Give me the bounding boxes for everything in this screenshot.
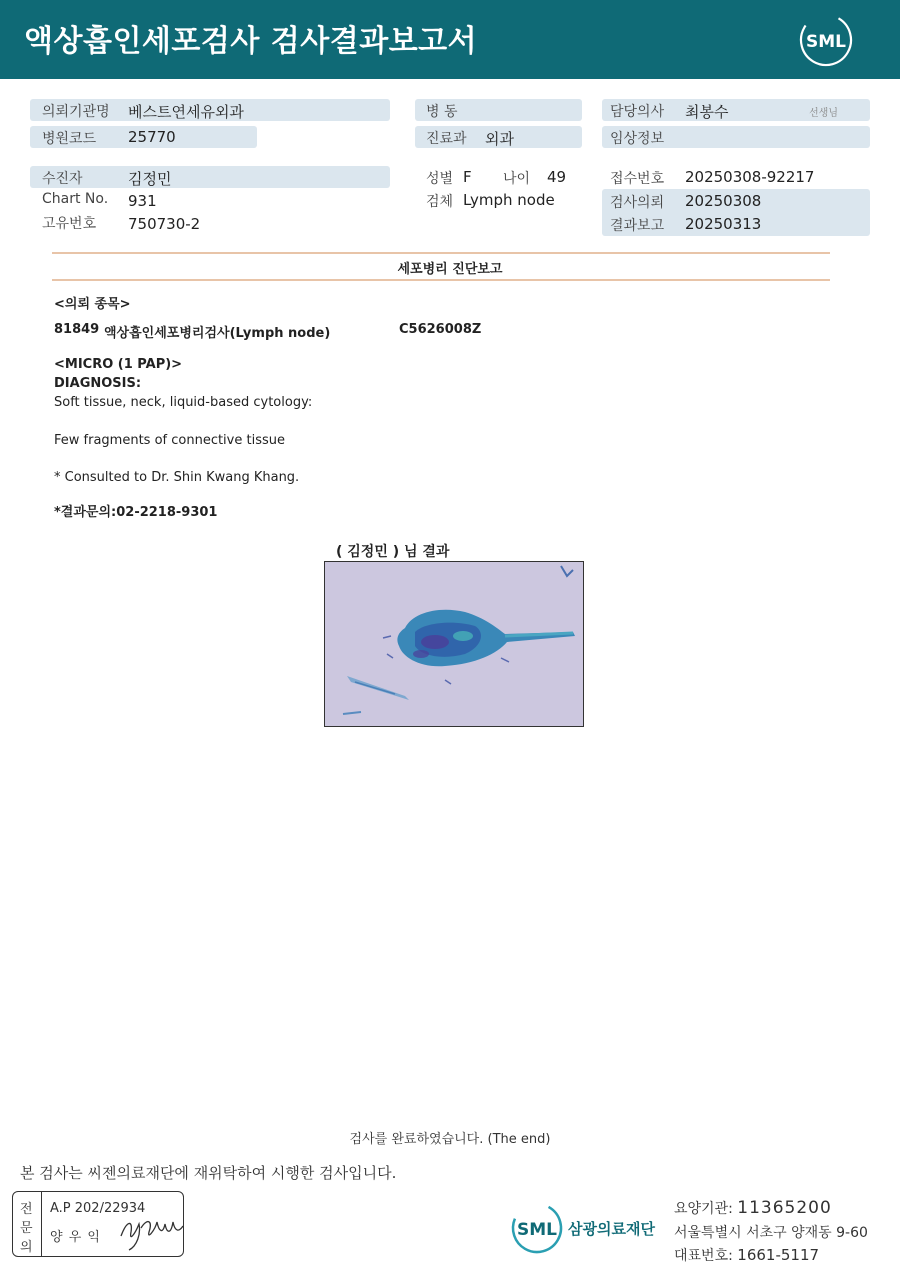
request-value: 20250308 (685, 192, 762, 210)
micro-header: <MICRO (1 PAP)> (54, 357, 183, 372)
signature-icon (117, 1206, 187, 1252)
receipt-value: 20250308-92217 (685, 168, 815, 186)
phone-label: 대표번호: (674, 1248, 733, 1264)
id-label: 고유번호 (42, 216, 97, 232)
order-id: C5626008Z (399, 322, 482, 337)
care-code-label: 요양기관: (674, 1201, 733, 1217)
request-label: 검사의뢰 (610, 195, 665, 211)
stamp-char-2: 문 (20, 1221, 33, 1236)
order-header: <의뢰 종목> (54, 297, 131, 312)
report-title: 액상흡인세포검사 검사결과보고서 (24, 24, 478, 59)
stamp-name: 양 우 익 (50, 1230, 101, 1245)
stamp-char-3: 의 (20, 1240, 33, 1255)
age-label: 나이 (503, 171, 531, 187)
foundation-name: 삼광의료재단 (568, 1220, 655, 1238)
chart-value: 931 (128, 192, 157, 210)
section-title: 세포병리 진단보고 (397, 262, 503, 277)
phone-value: 1661-5117 (737, 1246, 820, 1264)
sex-value: F (463, 168, 472, 186)
diagnosis-label: DIAGNOSIS: (54, 376, 142, 391)
report-date-value: 20250313 (685, 215, 762, 233)
dept-value: 외과 (485, 130, 514, 148)
stamp-char-1: 전 (20, 1202, 33, 1217)
address: 서울특별시 서초구 양재동 9-60 (674, 1225, 868, 1241)
doctor-label: 담당의사 (610, 104, 665, 120)
receipt-label: 접수번호 (610, 171, 665, 187)
pathologist-stamp (12, 1191, 184, 1257)
phone-line (674, 1245, 819, 1265)
foundation-logo-text: SML (517, 1220, 557, 1240)
consign-note: 본 검사는 씨젠의료재단에 재위탁하여 시행한 검사입니다. (20, 1164, 397, 1182)
diagnosis-site: Soft tissue, neck, liquid-based cytology: (54, 395, 313, 410)
cytology-image (324, 561, 584, 727)
doctor-suffix: 선생님 (809, 108, 838, 119)
age-value: 49 (547, 168, 567, 186)
end-text: 검사를 완료하였습니다. (The end) (349, 1132, 551, 1147)
foundation-logo-icon (510, 1201, 670, 1257)
order-name: 액상흡인세포병리검사(Lymph node) (104, 326, 331, 341)
hospital-code-value: 25770 (128, 128, 176, 146)
inquiry-note: *결과문의:02-2218-9301 (54, 505, 218, 520)
patient-bar (30, 166, 390, 188)
hospital-code-label: 병원코드 (42, 131, 97, 147)
sex-label: 성별 (426, 171, 454, 187)
patient-label: 수진자 (42, 171, 83, 187)
institution-label: 의뢰기관명 (42, 104, 110, 120)
consult-note: * Consulted to Dr. Shin Kwang Khang. (54, 470, 300, 485)
id-value: 750730-2 (128, 215, 201, 233)
specimen-label: 검체 (426, 194, 454, 210)
sml-logo-text: SML (806, 32, 846, 52)
clinical-label: 임상정보 (610, 131, 665, 147)
ward-label: 병 동 (426, 104, 458, 120)
image-caption: ( 김정민 ) 님 결과 (336, 544, 450, 560)
stamp-column (13, 1192, 42, 1256)
report-date-label: 결과보고 (610, 218, 665, 234)
report-header (0, 0, 900, 79)
patient-value: 김정민 (128, 170, 172, 188)
institution-value: 베스트연세유외과 (128, 103, 244, 121)
section-divider-top (52, 252, 830, 254)
specimen-value: Lymph node (463, 191, 555, 209)
care-code-value: 11365200 (737, 1198, 832, 1218)
sml-logo-icon (798, 12, 854, 68)
order-code: 81849 (54, 322, 100, 337)
dept-label: 진료과 (426, 131, 467, 147)
doctor-value: 최봉수 (685, 103, 729, 121)
stamp-ap-number: A.P 202/22934 (50, 1201, 146, 1216)
care-code-line (674, 1198, 832, 1218)
section-divider-bottom (52, 279, 830, 281)
chart-label: Chart No. (42, 191, 109, 207)
diagnosis-finding: Few fragments of connective tissue (54, 433, 285, 448)
